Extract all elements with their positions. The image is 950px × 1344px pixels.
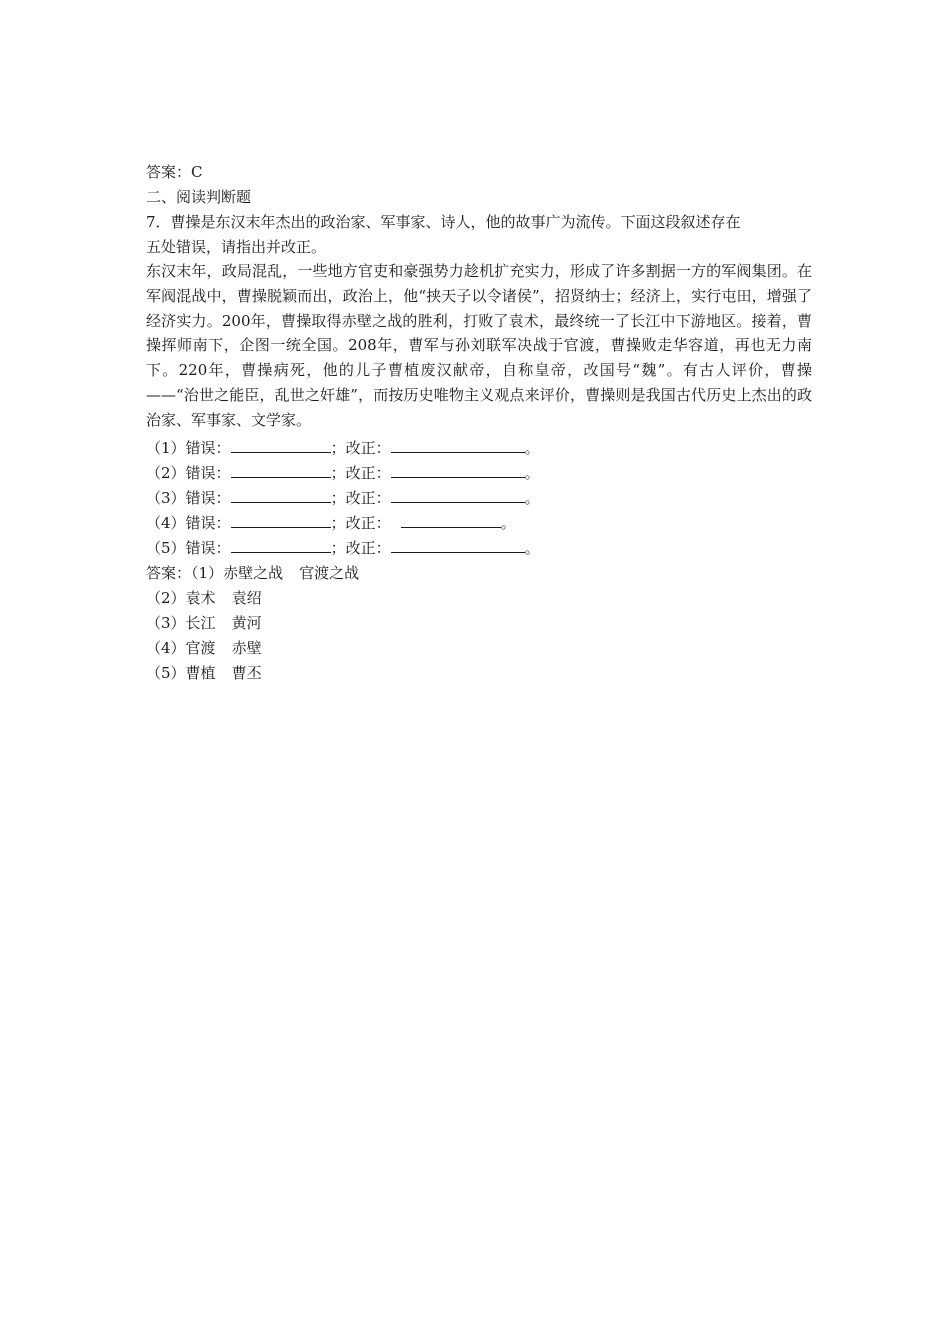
error-blank[interactable] bbox=[231, 513, 331, 528]
answer-number: （5） bbox=[146, 664, 186, 682]
answer-row-2 bbox=[146, 588, 262, 608]
question-line-2: 五处错误，请指出并改正。 bbox=[146, 238, 327, 256]
answer-right: 曹丕 bbox=[231, 664, 262, 682]
answer-row-1 bbox=[146, 563, 359, 583]
answer-number: （4） bbox=[146, 639, 186, 657]
answer-wrong: 官渡 bbox=[185, 639, 216, 657]
row-end: 。 bbox=[524, 464, 540, 482]
answer-wrong: 曹植 bbox=[185, 664, 216, 682]
error-label: 错误： bbox=[185, 539, 231, 557]
answer-row-4 bbox=[146, 638, 262, 658]
passage-text: 东汉末年，政局混乱，一些地方官吏和豪强势力趁机扩充实力，形成了许多割据一方的军阀集团。在军阀混战中，曹操脱颖而出，政治上，他“挟天子以令诸侯”，招贤纳士；经济上，实行屯田，增强了经济实力。200年，曹操取得赤壁之战的胜利，打败了袁术，最终统一了长江中下游地区。接着，曹操挥师南下，企图一统全国。208年，曹军与孙刘联军决战于官渡，曹操败走华容道，再也无力南下。220年，曹操病死，他的儿子曹植废汉献帝，自称皇帝，改国号“魏”。有古人评价，曹操——“治世之能臣，乱世之奸雄”，而按历史唯物主义观点来评价，曹操则是我国古代历史上杰出的政治家、军事家、文学家。 bbox=[146, 262, 812, 429]
error-label: 错误： bbox=[185, 489, 231, 507]
answer-row-5 bbox=[146, 663, 262, 683]
answer-wrong: 长江 bbox=[185, 614, 216, 632]
fix-blank[interactable] bbox=[391, 488, 525, 503]
error-blank[interactable] bbox=[231, 538, 331, 553]
fix-label: ；改正： bbox=[330, 539, 391, 557]
answer-right: 黄河 bbox=[231, 614, 262, 632]
answer-right: 袁绍 bbox=[231, 589, 262, 607]
blank-row-1 bbox=[146, 438, 540, 458]
blank-number: （5） bbox=[146, 539, 186, 557]
fix-label: ；改正： bbox=[330, 489, 391, 507]
answer-wrong: 赤壁之战 bbox=[223, 564, 284, 582]
fix-blank[interactable] bbox=[401, 513, 501, 528]
answer-number: （2） bbox=[146, 589, 186, 607]
answer-number: （1） bbox=[191, 564, 224, 582]
blank-number: （4） bbox=[146, 514, 186, 532]
answer-right: 赤壁 bbox=[231, 639, 262, 657]
row-end: 。 bbox=[524, 489, 540, 507]
blank-row-3 bbox=[146, 488, 540, 508]
blank-number: （1） bbox=[146, 439, 186, 457]
section-title: 二、阅读判断题 bbox=[146, 188, 252, 206]
blank-row-5 bbox=[146, 538, 540, 558]
error-blank[interactable] bbox=[231, 438, 331, 453]
answer-number: （3） bbox=[146, 614, 186, 632]
error-label: 错误： bbox=[185, 464, 231, 482]
blank-number: （2） bbox=[146, 464, 186, 482]
error-blank[interactable] bbox=[231, 463, 331, 478]
row-end: 。 bbox=[524, 539, 540, 557]
answer-label: 答案： bbox=[146, 564, 192, 582]
row-end: 。 bbox=[524, 439, 540, 457]
blank-row-2 bbox=[146, 463, 540, 483]
fix-blank[interactable] bbox=[391, 463, 525, 478]
fix-blank[interactable] bbox=[391, 438, 525, 453]
error-blank[interactable] bbox=[231, 488, 331, 503]
answer-wrong: 袁术 bbox=[185, 589, 216, 607]
fix-label: ；改正： bbox=[330, 514, 391, 532]
error-label: 错误： bbox=[185, 514, 231, 532]
question-line-1: 7．曹操是东汉末年杰出的政治家、军事家、诗人，他的故事广为流传。下面这段叙述存在 bbox=[146, 213, 741, 231]
error-label: 错误： bbox=[185, 439, 231, 457]
answer-row-3 bbox=[146, 613, 262, 633]
answer-right: 官渡之战 bbox=[299, 564, 360, 582]
blank-number: （3） bbox=[146, 489, 186, 507]
previous-answer: 答案：C bbox=[146, 163, 203, 181]
fix-label: ；改正： bbox=[330, 439, 391, 457]
fix-blank[interactable] bbox=[391, 538, 525, 553]
blank-row-4 bbox=[146, 513, 516, 533]
row-end: 。 bbox=[500, 514, 516, 532]
fix-label: ；改正： bbox=[330, 464, 391, 482]
